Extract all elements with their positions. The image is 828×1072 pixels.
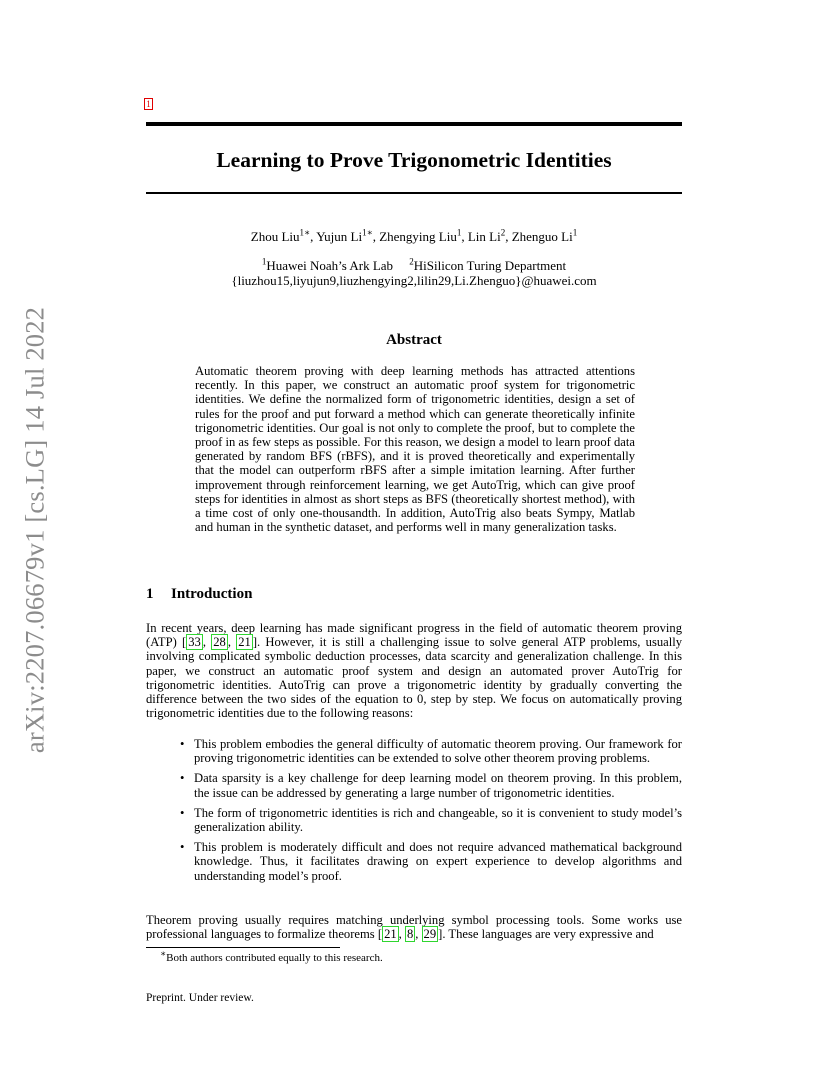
reasons-list [180,737,682,889]
author-emails: {liuzhou15,liyujun9,liuzhengying2,lilin29,Li.Zhenguo}@huawei.com [231,273,597,288]
list-item: • The form of trigonometric identities is rich and changeable, so it is convenient to study model’s generalization ability. [180,805,682,835]
citation-link[interactable]: 29 [423,927,437,942]
footnote-link-box[interactable]: 1 [144,98,153,110]
title-bottom-rule [146,192,682,194]
list-item: • This problem embodies the general difficulty of automatic theorem proving. Our framework for proving trigonometric identities can be extended to solve other theorem proving problems. [180,737,682,766]
abstract-heading: Abstract [386,332,442,348]
affiliations [146,258,682,274]
author: Yujun $Li^{1∗}$ [316,227,373,244]
abstract-text: Automatic theorem proving with deep learning methods has attracted attentions recently. In this paper, we construct an automatic proof system for trigonometric identities. We define the normalized form of trigonometric identities, design a set of rules for the proof and put forward a method which can generate theoretically infinite trigonometric identities. Our goal is not only to complete the proof, but to complete the proof in as few steps as possible. For this reason, we design a model to learn proof data generated by random BFS (rBFS), and it is proved theoretically and experimentally that the model can outperform rBFS after a simple imitation learning. After further improvement through reinforcement learning, we get AutoTrig, which can give proof steps for identities in almost as short steps as BFS (theoretically shortest method), with a time cost of only one-thousandth. In addition, AutoTrig also beats Sympy, Matlab and human in the synthetic dataset, and performs well in many generalization tasks. [195,364,635,535]
section-heading-introduction [146,585,252,603]
list-item: • Data sparsity is a key challenge for deep learning model on theorem proving. In this problem, the issue can be addressed by generating a large number of trigonometric identities. [180,771,682,800]
title-top-rule [146,122,682,126]
author: Zhou Liu$^{1∗}$ [250,227,311,244]
citation-link[interactable]: 33 [188,635,201,650]
affiliation: $^2$HiSilicon Turing Department [409,256,567,273]
footnote-rule [146,947,340,948]
preprint-footer: Preprint. Under review. [146,992,254,1004]
citation-link[interactable]: 8 [406,927,414,942]
author-list: Zhou Liu$^{1∗}$, Yujun $Li^{1∗}$, Zhengying Liu$^1$, Lin Li$^2$, Zhenguo Li$^1$ [250,227,578,244]
author: Zhenguo Li$^1$ [511,227,578,244]
citation-link[interactable]: 28 [213,635,226,650]
affiliation: $^1$Huawei Noah’s Ark Lab [261,256,394,273]
section-title: Introduction [171,586,253,602]
paper-title: Learning to Prove Trigonometric Identities [216,148,612,172]
footnote: ∗Both authors contributed equally to this research. [160,948,383,964]
citation-link[interactable]: 21 [238,635,251,650]
author: Zhengying Liu$^1$ [379,227,462,244]
introduction-paragraph: In recent years, deep learning has made significant progress in the field of automatic theorem proving (ATP) [ 33 , 28 , 21 ]. However, it is still a challenging issue to solve general ATP problems, usually involving complicated symbolic deduction processes, data scarcity and generalization challenge. In this paper, we construct an automatic proof system and design an automated prover AutoTrig for trigonometric identities. AutoTrig can prove a trigonometric identity by gradually converting the difference between the two sides of the equation to 0, step by step. We focus on automatically proving trigonometric identities due to the following reasons: [146,621,683,721]
citation-link[interactable]: 21 [384,927,397,942]
arxiv-identifier-stamp[interactable]: arXiv:2207.06679v1 [cs.LG] 14 Jul 2022 [19,306,50,754]
list-item: • This problem is moderately difficult and does not require advanced mathematical background knowledge. Thus, it facilitates drawing on expert experience to develop algorithms and understanding model’s proof. [180,840,682,883]
author: Lin Li$^2$ [467,227,506,244]
section-number: 1 [146,586,154,602]
theorem-proving-paragraph: Theorem proving usually requires matching underlying symbol processing tools. Some works use professional languages to formalize theorems [ 21 , 8 , 29 ]. These languages are very expressive and [146,913,682,942]
